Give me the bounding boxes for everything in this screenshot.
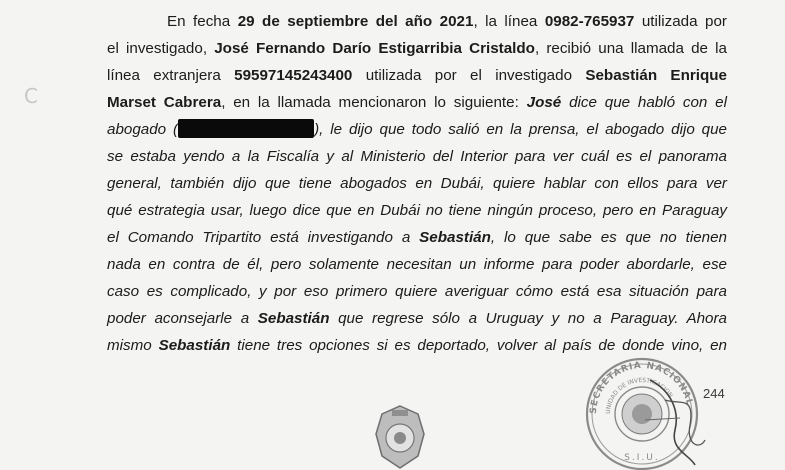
text-line: En fecha 29 de septiembre del año 2021, la línea 0982-765937 utilizada por (167, 13, 727, 30)
text-line: nada en contra de él, pero solamente necesitan un informe para poder abordarle, ese (107, 256, 727, 273)
signature-scrawl (640, 370, 720, 470)
police-badge-emblem (372, 404, 428, 470)
phone-number: 0982-765937 (544, 13, 635, 30)
text-line: qué estrategia usar, luego dice que en Dubái no tiene ningún proceso, pero en Paraguay (107, 202, 727, 219)
text-line: general, también dijo que tiene abogados en Dubái, quiere hablar con ellos para ver (107, 175, 727, 192)
speaker-name: José (526, 94, 562, 111)
person-name: José Fernando Darío Estigarribia Cristaldo (214, 40, 535, 57)
svg-text:UNIDAD DE INVESTIGACION: UNIDAD DE INVESTIGACION (604, 376, 674, 415)
text-line: línea extranjera 59597145243400 utilizada por el investigado Sebastián Enrique (107, 67, 727, 84)
person-name: Marset Cabrera (107, 94, 222, 111)
text-line: se estaba yendo a la Fiscalía y al Ministerio del Interior para ver cuál es el panorama (107, 148, 727, 165)
text-line: mismo Sebastián tiene tres opciones si es deportado, volver al país de donde vino, en (107, 337, 728, 354)
text-line: abogado ( ), le dijo que todo salió en la prensa, el abogado dijo que (107, 121, 728, 138)
text-line: el investigado, José Fernando Darío Estigarribia Cristaldo, recibió una llamada de la (107, 40, 727, 57)
text-line: caso es complicado, y por eso primero quiere averiguar cómo está esa situación para (107, 283, 727, 300)
margin-mark: C (24, 84, 38, 108)
text-line: poder aconsejarle a Sebastián que regrese sólo a Uruguay y no a Paraguay. Ahora (107, 310, 727, 327)
text-line: Marset Cabrera, en la llamada mencionaron lo siguiente: José dice que habló con el (107, 94, 727, 111)
foreign-phone-number: 59597145243400 (234, 67, 353, 84)
page-number: 244 (703, 386, 725, 401)
svg-text:S.I.U.: S.I.U. (624, 453, 660, 463)
person-name: Sebastián (419, 229, 491, 246)
redaction-box (178, 119, 314, 138)
date: 29 de septiembre del año 2021 (237, 13, 474, 30)
body-paragraph (107, 8, 727, 359)
person-name: Sebastián (158, 337, 231, 354)
text-line: el Comando Tripartito está investigando a Sebastián, lo que sabe es que no tienen (107, 229, 727, 246)
person-name: Sebastián Enrique (585, 67, 727, 84)
svg-text:SECRETARIA NACIONAL: SECRETARIA NACIONAL (588, 360, 695, 415)
person-name: Sebastián (257, 310, 330, 327)
